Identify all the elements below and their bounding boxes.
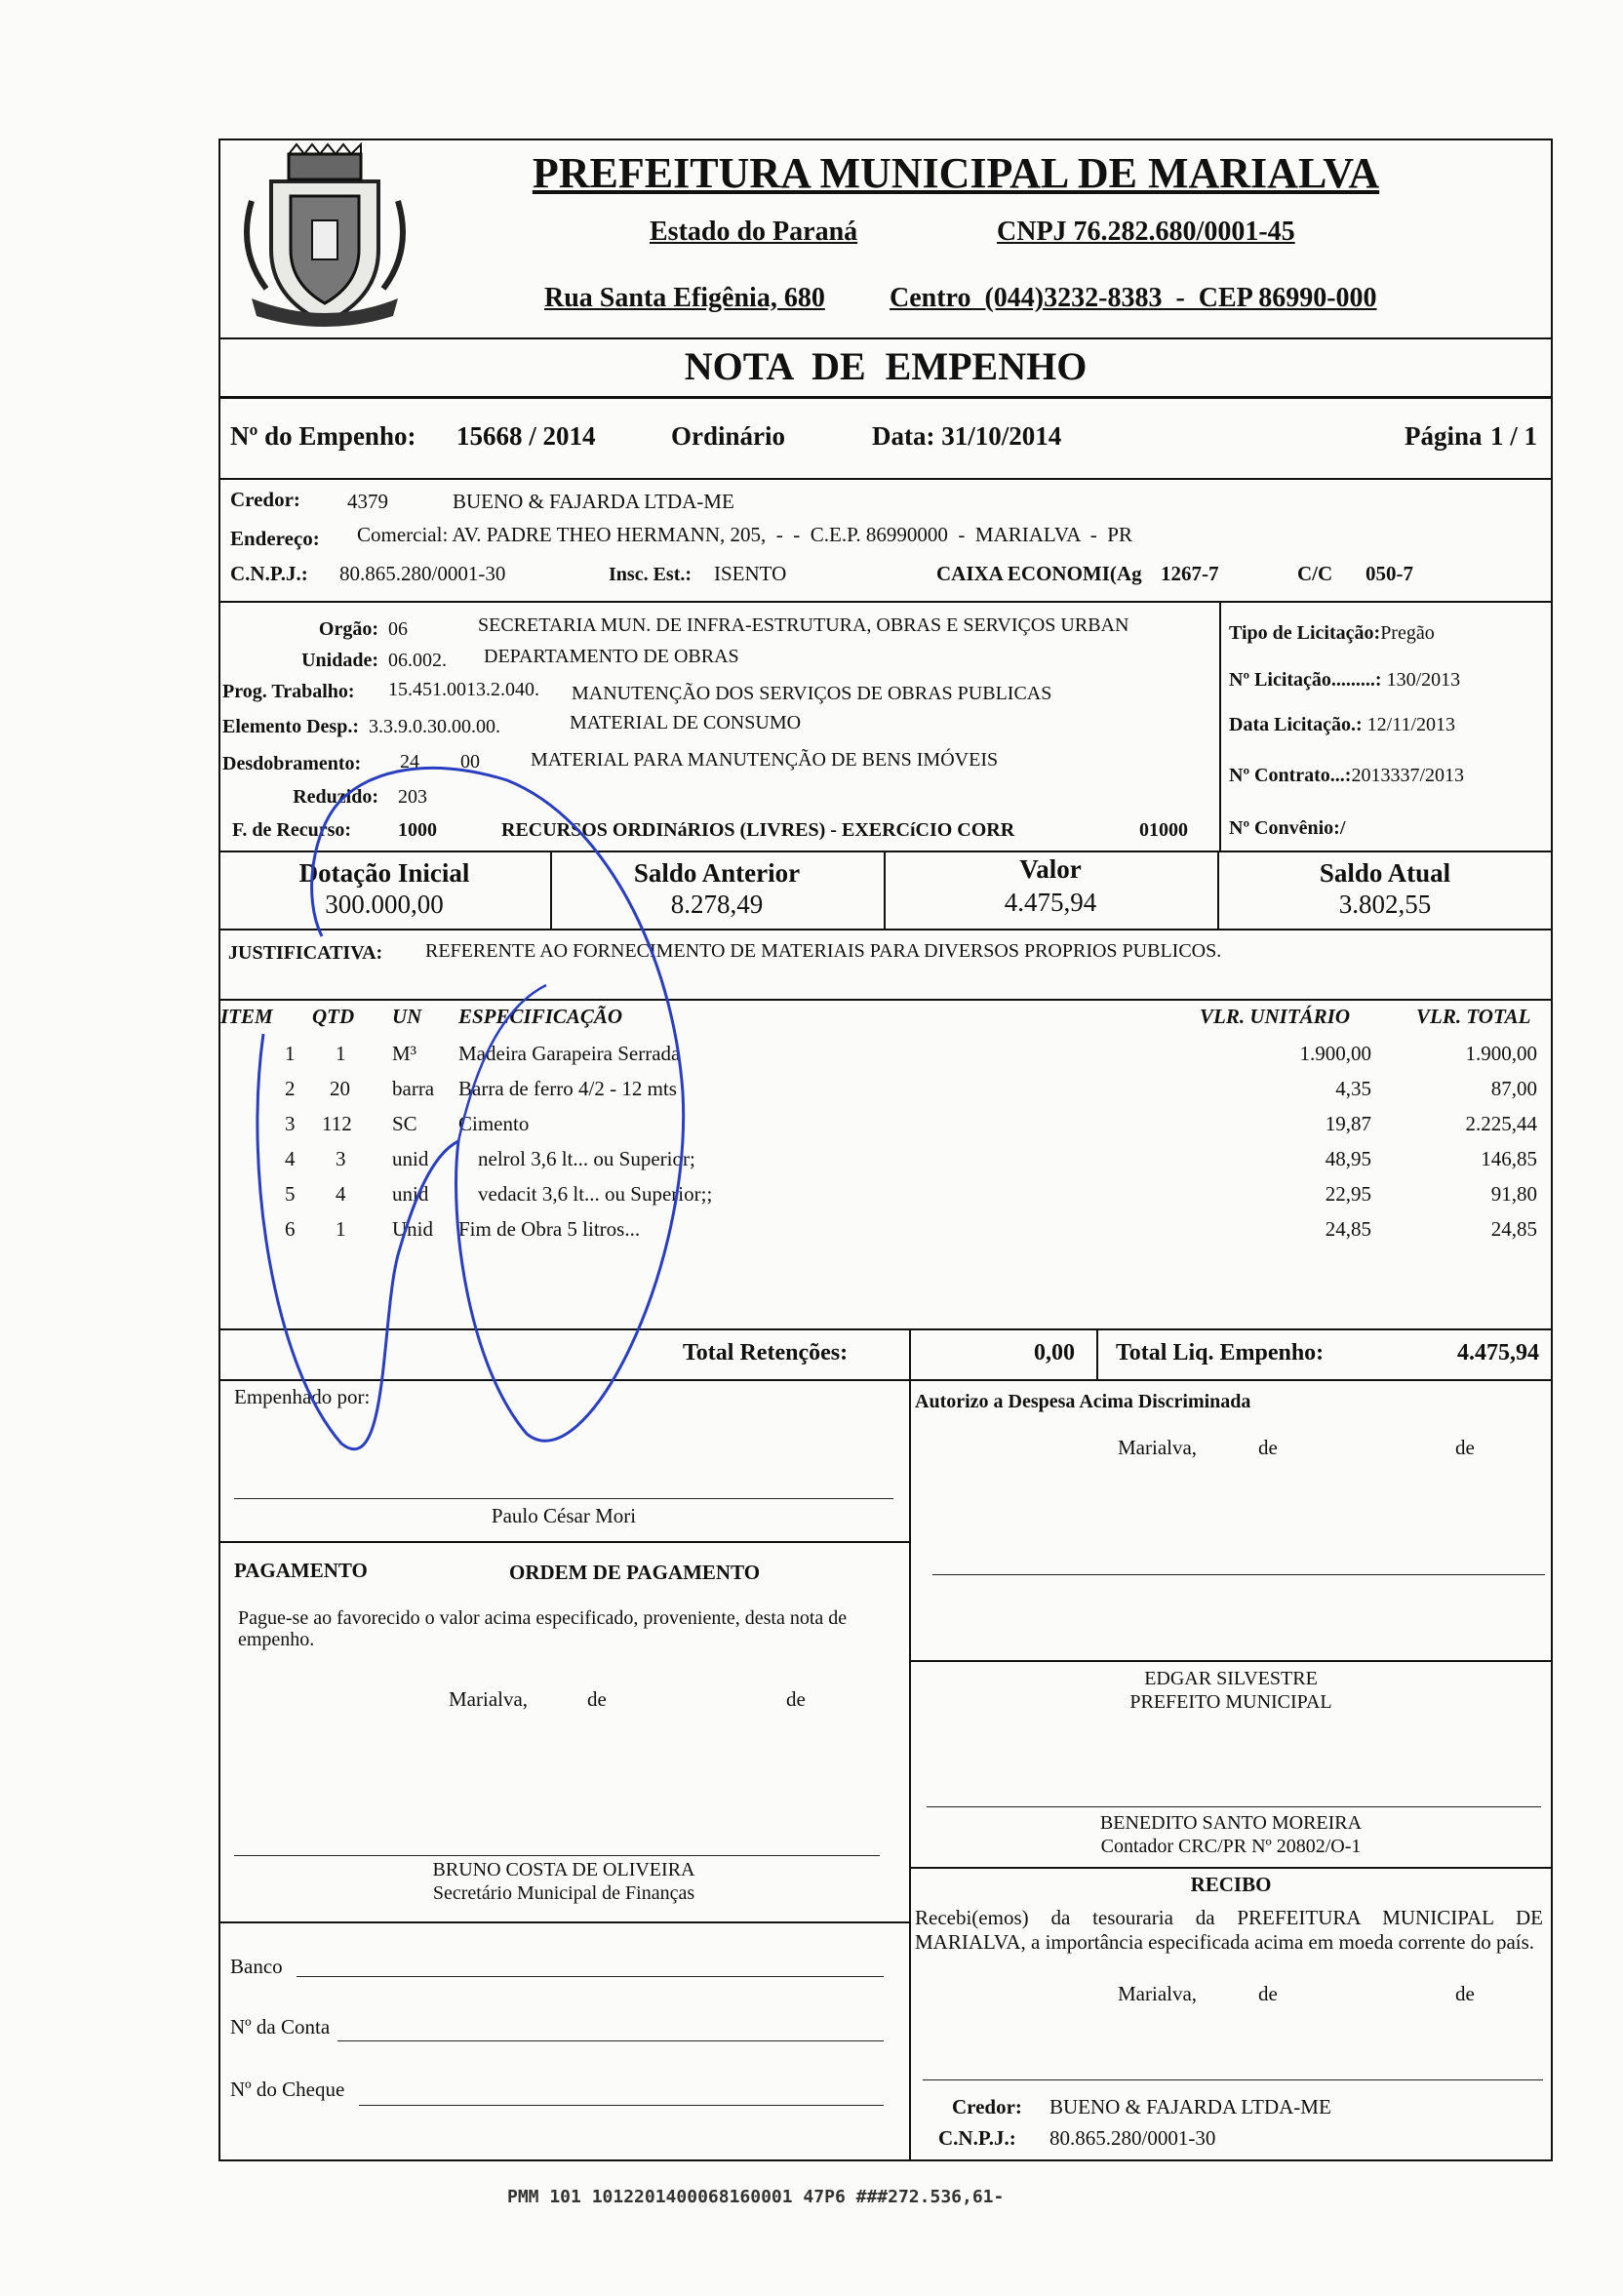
recurso-label: F. de Recurso: <box>232 819 352 841</box>
prog-label: Prog. Trabalho: <box>222 681 355 702</box>
table-row: 3 112 SC Cimento 19,87 2.225,44 <box>285 1112 1537 1135</box>
empenhado-label: Empenhado por: <box>234 1385 371 1408</box>
desd-cod1: 24 <box>400 751 419 772</box>
col-vlr-total: VLR. TOTAL <box>1416 1005 1531 1028</box>
contador-cargo: Contador CRC/PR Nº 20802/O-1 <box>1100 1836 1362 1857</box>
pagamento-local: Marialva, <box>449 1687 529 1711</box>
saldo-atual-label: Saldo Atual <box>1319 858 1451 888</box>
tipo-licitacao-value: Pregão <box>1380 622 1435 644</box>
recurso-cod: 1000 <box>398 819 437 841</box>
cheque-label: Nº do Cheque <box>230 2078 345 2101</box>
secretario-cargo: Secretário Municipal de Finanças <box>432 1882 695 1904</box>
unidade-cod: 06.002. <box>388 650 447 671</box>
credor-nome: BUENO & FAJARDA LTDA-ME <box>453 490 734 513</box>
secretario-nome: BRUNO COSTA DE OLIVEIRA <box>432 1859 695 1880</box>
convenio-label: Nº Convênio:/ <box>1229 817 1346 839</box>
retencoes-value: 0,00 <box>1034 1340 1075 1366</box>
empenho-date: Data: 31/10/2014 <box>872 421 1062 451</box>
empenho-number-label: Nº do Empenho: <box>230 421 416 451</box>
prog-desc: MANUTENÇÃO DOS SERVIÇOS DE OBRAS PUBLICAS <box>572 683 1052 704</box>
page-number: 1 / 1 <box>1490 421 1538 451</box>
valor-label: Valor <box>1019 854 1082 884</box>
pagamento-de1: de <box>587 1687 607 1711</box>
reduzido-value: 203 <box>398 786 427 808</box>
insc-value: ISENTO <box>714 562 787 585</box>
conta-label: Nº da Conta <box>230 2015 331 2039</box>
cc-value: 050-7 <box>1366 562 1413 585</box>
credor-endereco: Comercial: AV. PADRE THEO HERMANN, 205, - - C.E.P. 86990000 - MARIALVA - PR <box>357 523 1132 546</box>
saldo-atual-value: 3.802,55 <box>1338 890 1432 919</box>
recibo-credor-label: Credor: <box>952 2095 1022 2118</box>
cc-label: C/C <box>1297 562 1333 585</box>
pagamento-label: PAGAMENTO <box>234 1559 368 1582</box>
dotacao-label: Dotação Inicial <box>298 858 470 888</box>
valor-value: 4.475,94 <box>1004 888 1097 917</box>
credor-cnpj: 80.865.280/0001-30 <box>339 562 506 585</box>
col-qtd: QTD <box>312 1005 355 1028</box>
col-vlr-unitario: VLR. UNITÁRIO <box>1200 1005 1351 1028</box>
elem-cod: 3.3.9.0.30.00.00. <box>369 716 500 737</box>
col-item: ITEM <box>220 1005 273 1028</box>
endereco-prefeitura: Rua Santa Efigênia, 680 <box>544 283 825 313</box>
num-licitacao: Nº Licitação.........: 130/2013 <box>1229 669 1461 691</box>
autorizo-local: Marialva, <box>1118 1436 1198 1459</box>
estado-label: Estado do Paraná <box>650 217 858 247</box>
liquido-label: Total Liq. Empenho: <box>1116 1340 1325 1366</box>
agencia-value: 1267-7 <box>1161 562 1219 585</box>
document-title: NOTA DE EMPENHO <box>684 344 1088 388</box>
saldo-anterior-value: 8.278,49 <box>670 890 764 919</box>
col-especificacao: ESPECIFICAÇÃO <box>458 1005 623 1028</box>
recibo-credor: BUENO & FAJARDA LTDA-ME <box>1049 2095 1331 2118</box>
unidade-label: Unidade: <box>301 650 378 671</box>
credor-label: Credor: <box>230 488 300 511</box>
elem-label: Elemento Desp.: <box>222 716 359 737</box>
recurso-desc: RECURSOS ORDINáRIOS (LIVRES) - EXERCíCIO CORR <box>501 819 1015 841</box>
orgao-label: Orgão: <box>318 618 378 640</box>
contrato: Nº Contrato...:2013337/2013 <box>1229 765 1465 786</box>
insc-label: Insc. Est.: <box>609 564 693 585</box>
dotacao-value: 300.000,00 <box>325 890 444 919</box>
prefeitura-title: PREFEITURA MUNICIPAL DE MARIALVA <box>532 149 1380 197</box>
orgao-desc: SECRETARIA MUN. DE INFRA-ESTRUTURA, OBRAS E SERVIÇOS URBAN <box>478 614 1129 636</box>
autorizo-label: Autorizo a Despesa Acima Discriminada <box>915 1391 1251 1412</box>
ordem-pagamento-label: ORDEM DE PAGAMENTO <box>509 1561 761 1584</box>
recurso-cod2: 01000 <box>1139 819 1188 841</box>
prefeito-nome: EDGAR SILVESTRE <box>1144 1668 1318 1689</box>
recibo-cnpj-label: C.N.P.J.: <box>938 2126 1016 2150</box>
reduzido-label: Reduzido: <box>293 786 378 808</box>
unidade-desc: DEPARTAMENTO DE OBRAS <box>484 646 739 667</box>
pagamento-texto: Pague-se ao favorecido o valor acima especificado, proveniente, desta nota de empenho. <box>238 1607 848 1650</box>
recibo-de2: de <box>1455 1982 1475 2005</box>
recibo-local: Marialva, <box>1118 1982 1198 2005</box>
table-row: 6 1 Unid Fim de Obra 5 litros... 24,85 24,85 <box>285 1217 1537 1241</box>
table-row: 4 3 unid nelrol 3,6 lt... ou Superior; 48,95 146,85 <box>285 1147 1537 1170</box>
liquido-value: 4.475,94 <box>1457 1340 1539 1366</box>
cnpj-label: C.N.P.J.: <box>230 562 308 585</box>
empenho-number: 15668 / 2014 <box>456 421 596 451</box>
pagamento-de2: de <box>786 1687 806 1711</box>
contato-prefeitura: Centro (044)3232-8383 - CEP 86990-000 <box>890 283 1377 313</box>
data-licitacao: Data Licitação.: 12/11/2013 <box>1229 714 1456 735</box>
recibo-label: RECIBO <box>1190 1873 1272 1896</box>
elem-desc: MATERIAL DE CONSUMO <box>570 712 802 733</box>
cnpj-prefeitura: CNPJ 76.282.680/0001-45 <box>997 217 1295 247</box>
signature-icon <box>234 761 702 1502</box>
desd-desc: MATERIAL PARA MANUTENÇÃO DE BENS IMÓVEIS <box>531 749 999 771</box>
credor-codigo: 4379 <box>347 490 388 513</box>
footer-code: PMM 101 1012201400068160001 47P6 ###272.536,61- <box>507 2187 1005 2207</box>
table-row: 2 20 barra Barra de ferro 4/2 - 12 mts 4,35 87,00 <box>285 1077 1537 1100</box>
col-un: UN <box>392 1005 422 1028</box>
desd-label: Desdobramento: <box>222 753 362 774</box>
tipo-licitacao-label: Tipo de Licitação:Pregão <box>1229 622 1435 644</box>
endereco-label: Endereço: <box>230 527 320 550</box>
empenho-type: Ordinário <box>671 421 786 451</box>
empenhado-nome: Paulo César Mori <box>491 1504 637 1527</box>
orgao-cod: 06 <box>388 618 408 640</box>
autorizo-de1: de <box>1258 1436 1278 1459</box>
banco-value: CAIXA ECONOMI(Ag <box>936 562 1142 585</box>
desd-cod2: 00 <box>460 751 480 772</box>
table-row: 5 4 unid vedacit 3,6 lt... ou Superior;; 22,95 91,80 <box>285 1182 1537 1206</box>
retencoes-label: Total Retenções: <box>683 1340 849 1366</box>
saldo-anterior-label: Saldo Anterior <box>633 858 801 888</box>
recibo-de1: de <box>1258 1982 1278 2005</box>
table-row: 1 1 M³ Madeira Garapeira Serrada 1.900,00 1.900,00 <box>285 1042 1537 1065</box>
justificativa-texto: REFERENTE AO FORNECIMENTO DE MATERIAIS PARA DIVERSOS PROPRIOS PUBLICOS. <box>425 940 1222 962</box>
municipal-coat-of-arms-icon <box>232 142 417 334</box>
recibo-cnpj: 80.865.280/0001-30 <box>1049 2126 1216 2150</box>
recibo-texto: Recebi(emos) da tesouraria da PREFEITURA MUNICIPAL DE MARIALVA, a importância especificada acima em moeda corrente do país. <box>915 1906 1543 1954</box>
page-label: Página <box>1405 421 1483 451</box>
prefeito-cargo: PREFEITO MUNICIPAL <box>1129 1691 1332 1713</box>
justificativa-label: JUSTIFICATIVA: <box>228 942 383 964</box>
contador-nome: BENEDITO SANTO MOREIRA <box>1099 1812 1363 1834</box>
prog-cod: 15.451.0013.2.040. <box>388 679 539 700</box>
banco-label: Banco <box>230 1955 283 1978</box>
autorizo-de2: de <box>1455 1436 1475 1459</box>
